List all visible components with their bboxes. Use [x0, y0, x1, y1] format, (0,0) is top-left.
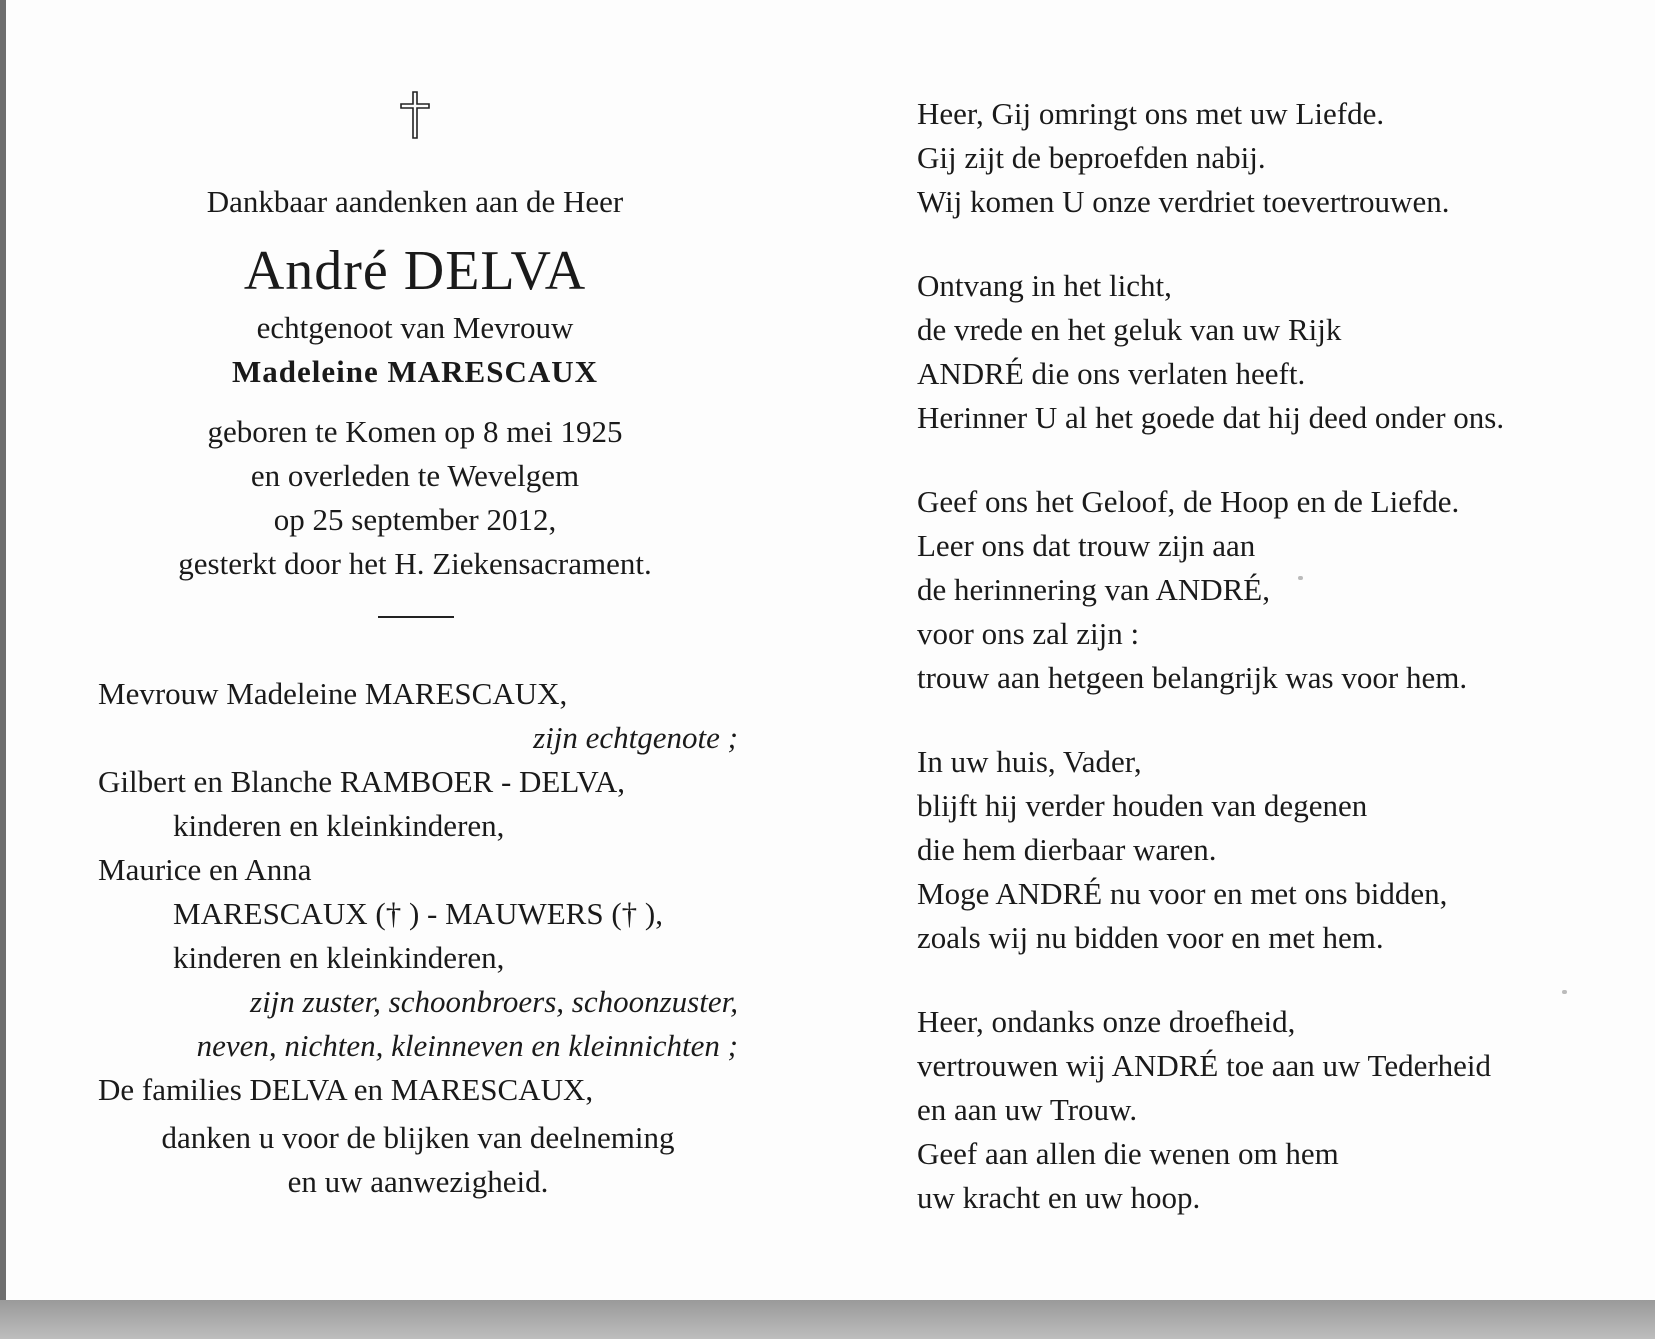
- date-line: geboren te Komen op 8 mei 1925: [207, 414, 623, 449]
- date-line: en overleden te Wevelgem: [250, 458, 580, 493]
- prayer-line: de herinnering van ANDRÉ,: [917, 572, 1270, 607]
- date-line: gesterkt door het H. Ziekensacrament.: [178, 546, 652, 581]
- prayer-line: vertrouwen wij ANDRÉ toe aan uw Tederheid: [917, 1048, 1492, 1083]
- prayer-line: In uw huis, Vader,: [917, 744, 1142, 779]
- family-list: [98, 672, 738, 1112]
- prayer-line: Gij zijt de beproefden nabij.: [917, 140, 1266, 175]
- prayer-stanza: [917, 1000, 1617, 1220]
- prayer-line: die hem dierbaar waren.: [917, 832, 1217, 867]
- family-line: kinderen en kleinkinderen,: [173, 940, 505, 975]
- prayer-line: Geef ons het Geloof, de Hoop en de Liefde.: [917, 484, 1460, 519]
- family-line: MARESCAUX († ) - MAUWERS († ),: [173, 896, 663, 931]
- thanks-text: [98, 1116, 738, 1204]
- spouse-line: echtgenoot van Mevrouw: [256, 310, 574, 345]
- prayer-stanza: [917, 92, 1617, 224]
- intro-line: Dankbaar aandenken aan de Heer: [206, 184, 624, 219]
- divider: [378, 616, 454, 618]
- prayer-stanza: [917, 740, 1617, 960]
- prayer-line: Ontvang in het licht,: [917, 268, 1172, 303]
- spouse-last-name: MARESCAUX: [387, 354, 598, 389]
- prayer-line: uw kracht en uw hoop.: [917, 1180, 1201, 1215]
- prayer-line: blijft hij verder houden van degenen: [917, 788, 1368, 823]
- prayer-line: Herinner U al het goede dat hij deed onder ons.: [917, 400, 1505, 435]
- spouse-first-name: Madeleine: [232, 354, 379, 389]
- family-line: zijn echtgenote ;: [533, 720, 738, 755]
- scan-speck: [1298, 576, 1303, 580]
- prayer-text: [917, 92, 1617, 1260]
- prayer-line: trouw aan hetgeen belangrijk was voor hem.: [917, 660, 1468, 695]
- life-dates: [110, 410, 720, 586]
- prayer-line: zoals wij nu bidden voor en met hem.: [917, 920, 1384, 955]
- family-line: De families DELVA en MARESCAUX,: [98, 1072, 594, 1107]
- family-line: kinderen en kleinkinderen,: [173, 808, 505, 843]
- family-line: Mevrouw Madeleine MARESCAUX,: [98, 676, 568, 711]
- prayer-stanza: [917, 480, 1617, 700]
- scan-background: [0, 1300, 1655, 1339]
- prayer-line: Geef aan allen die wenen om hem: [917, 1136, 1339, 1171]
- prayer-line: ANDRÉ die ons verlaten heeft.: [917, 356, 1306, 391]
- family-line: zijn zuster, schoonbroers, schoonzuster,: [250, 984, 738, 1019]
- deceased-first-name: André: [243, 240, 389, 302]
- spouse-name: [110, 350, 720, 394]
- date-line: op 25 september 2012,: [273, 502, 557, 537]
- scan-speck: [1562, 990, 1567, 994]
- family-line: neven, nichten, kleinneven en kleinnichten ;: [196, 1028, 738, 1063]
- prayer-line: voor ons zal zijn :: [917, 616, 1140, 651]
- thanks-line: danken u voor de blijken van deelneming: [161, 1120, 675, 1155]
- scan-edge: [0, 0, 6, 1300]
- family-line: Maurice en Anna: [98, 852, 312, 887]
- prayer-line: Heer, Gij omringt ons met uw Liefde.: [917, 96, 1385, 131]
- prayer-line: Leer ons dat trouw zijn aan: [917, 528, 1256, 563]
- prayer-line: Heer, ondanks onze droefheid,: [917, 1004, 1296, 1039]
- thanks-line: en uw aanwezigheid.: [287, 1164, 549, 1199]
- deceased-last-name: DELVA: [403, 240, 587, 302]
- prayer-line: Wij komen U onze verdriet toevertrouwen.: [917, 184, 1450, 219]
- deceased-name: [110, 238, 720, 304]
- prayer-line: en aan uw Trouw.: [917, 1092, 1138, 1127]
- family-line: Gilbert en Blanche RAMBOER - DELVA,: [98, 764, 625, 799]
- prayer-line: de vrede en het geluk van uw Rijk: [917, 312, 1342, 347]
- cross-icon: [397, 90, 433, 140]
- prayer-line: Moge ANDRÉ nu voor en met ons bidden,: [917, 876, 1448, 911]
- prayer-stanza: [917, 264, 1617, 440]
